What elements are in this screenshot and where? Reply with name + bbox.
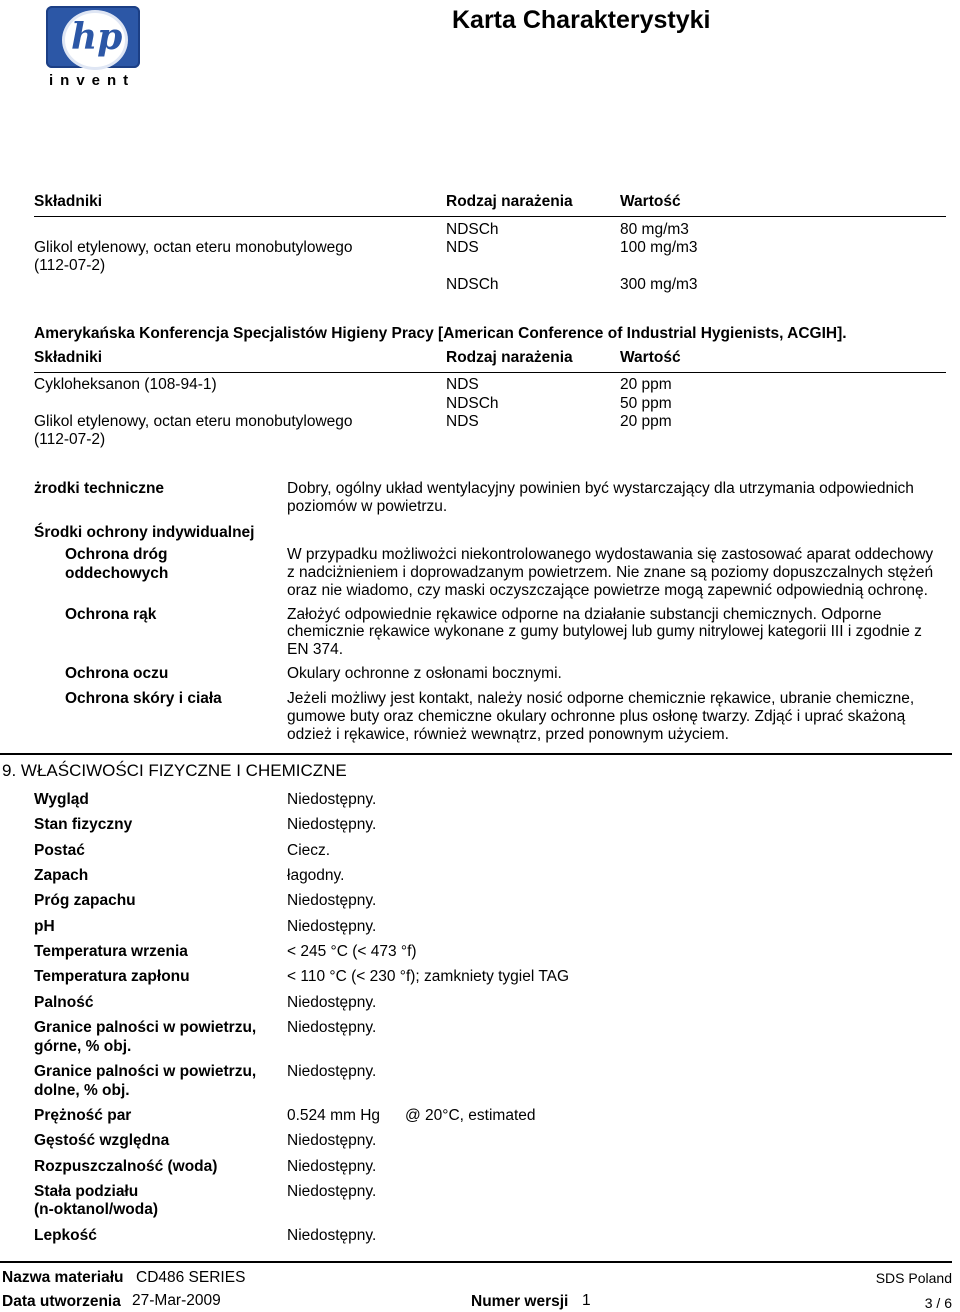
property-label: Stała podziału (34, 1183, 139, 1200)
skin-protection-text: Jeżeli możliwy jest kontakt, należy nosić odporne chemicznie rękawice, ubranie chemiczne, (287, 690, 915, 707)
section9-heading: 9. WŁAŚCIWOŚCI FIZYCZNE I CHEMICZNE (2, 761, 347, 780)
property-label: Zapach (34, 867, 89, 884)
table1-row-type: NDSCh (446, 221, 499, 238)
table1-row-type: NDSCh (446, 276, 499, 293)
footer-material-label: Nazwa materiału (2, 1269, 124, 1286)
property-label: Wygląd (34, 791, 89, 808)
hand-protection-text: Założyć odpowiednie rękawice odporne na działanie substancji chemicznych. Odporne (287, 606, 882, 623)
ppe-label: Środki ochrony indywidualnej (34, 524, 255, 541)
property-label: Granice palności w powietrzu, (34, 1063, 257, 1080)
property-value: Ciecz. (287, 842, 331, 859)
footer-created-value: 27-Mar-2009 (132, 1292, 221, 1309)
property-value: Niedostępny. (287, 892, 377, 909)
acgih-row-value: 50 ppm (620, 395, 672, 412)
property-label: pH (34, 918, 55, 935)
footer-rule (0, 1261, 952, 1263)
engineering-controls-text: Dobry, ogólny układ wentylacyjny powinien być wystarczający dla utrzymania odpowiednich (287, 480, 914, 497)
property-label: Palność (34, 994, 94, 1011)
hp-logo-tagline: invent (49, 72, 136, 89)
acgih-heading: Amerykańska Konferencja Specjalistów Higieny Pracy [American Conference of Industrial Hygienists, ACGIH]. (34, 325, 847, 342)
property-label: Lepkość (34, 1227, 97, 1244)
respiratory-protection-text: W przypadku możliwożci niekontrolowanego wydostawania się zastosować aparat oddechowy (287, 546, 934, 563)
footer-material-value: CD486 SERIES (136, 1269, 246, 1286)
acgih-row-type: NDSCh (446, 395, 499, 412)
table1-row-value: 80 mg/m3 (620, 221, 689, 238)
property-value: < 110 °C (< 230 °f); zamkniety tygiel TAG (287, 968, 570, 985)
property-value: Niedostępny. (287, 1158, 377, 1175)
property-value: Niedostępny. (287, 994, 377, 1011)
skin-protection-text: gumowe buty oraz chemiczne okulary ochronne plus osłonę twarzy. Zdjąć i uprać skażoną (287, 708, 906, 725)
property-value: < 245 °C (< 473 °f) (287, 943, 417, 960)
footer-version-value: 1 (582, 1292, 591, 1309)
acgih-row-value: 20 ppm (620, 376, 672, 393)
property-label: Prężność par (34, 1107, 132, 1124)
table1-header-value: Wartość (620, 193, 681, 210)
hand-protection-text: chemicznie rękawice wykonane z gumy butylowej lub gumy nitrylowej kategorii III i zgodnie z (287, 623, 922, 640)
property-label: Postać (34, 842, 85, 859)
skin-protection-label: Ochrona skóry i ciała (65, 690, 222, 707)
section9-rule (0, 753, 952, 755)
acgih-row-component: Cykloheksanon (108-94-1) (34, 376, 217, 393)
property-label: dolne, % obj. (34, 1082, 130, 1099)
table1-row-value: 100 mg/m3 (620, 239, 698, 256)
engineering-controls-text: poziomów w powietrzu. (287, 498, 448, 515)
hand-protection-label: Ochrona rąk (65, 606, 157, 623)
property-label: (n-oktanol/woda) (34, 1201, 158, 1218)
skin-protection-text: odzież i rękawice, również wewnątrz, przed ponownym użyciem. (287, 726, 729, 743)
eye-protection-label: Ochrona oczu (65, 665, 169, 682)
table1-row-component-cas: (112-07-2) (34, 257, 106, 274)
property-label: Stan fizyczny (34, 816, 133, 833)
document-title: Karta Charakterystyki (452, 6, 711, 34)
property-label: Granice palności w powietrzu, (34, 1019, 257, 1036)
table1-row-type: NDS (446, 239, 479, 256)
respiratory-protection-text: z nadciżnieniem i doprowadzanym powietrzem. Nie znane są poziomy dopuszczalnych stężeń (287, 564, 934, 581)
property-value: Niedostępny. (287, 1019, 377, 1036)
hp-logo-text: hp (71, 16, 123, 58)
engineering-controls-label: żrodki techniczne (34, 480, 165, 497)
respiratory-protection-label: oddechowych (65, 565, 169, 582)
footer-created-label: Data utworzenia (2, 1293, 121, 1310)
acgih-header-value: Wartość (620, 349, 681, 366)
hand-protection-text: EN 374. (287, 641, 344, 658)
footer-version-label: Numer wersji (471, 1293, 569, 1310)
property-value: łagodny. (287, 867, 345, 884)
table1-row-value: 300 mg/m3 (620, 276, 698, 293)
table1-header-type: Rodzaj narażenia (446, 193, 573, 210)
acgih-header-rule (34, 372, 946, 373)
property-value: Niedostępny. (287, 1227, 377, 1244)
footer-region: SDS Poland (875, 1270, 952, 1286)
acgih-row-type: NDS (446, 376, 479, 393)
property-value: Niedostępny. (287, 816, 377, 833)
acgih-header-type: Rodzaj narażenia (446, 349, 573, 366)
property-value: Niedostępny. (287, 1183, 377, 1200)
respiratory-protection-text: oraz nie wiadomo, czy maski oczyszczające powietrze mogą zapewnić odpowiednią ochronę. (287, 582, 928, 599)
property-value: Niedostępny. (287, 918, 377, 935)
property-note: @ 20°C, estimated (405, 1107, 536, 1124)
property-label: Gęstość względna (34, 1132, 170, 1149)
acgih-row-value: 20 ppm (620, 413, 672, 430)
property-label: Rozpuszczalność (woda) (34, 1158, 218, 1175)
property-value: Niedostępny. (287, 1132, 377, 1149)
property-value: Niedostępny. (287, 791, 377, 808)
property-label: Temperatura wrzenia (34, 943, 188, 960)
acgih-row-type: NDS (446, 413, 479, 430)
footer-page-number: 3 / 6 (924, 1295, 952, 1311)
table1-row-component: Glikol etylenowy, octan eteru monobutylowego (34, 239, 353, 256)
property-label: górne, % obj. (34, 1038, 132, 1055)
property-label: Próg zapachu (34, 892, 136, 909)
respiratory-protection-label: Ochrona dróg (65, 546, 168, 563)
property-value: 0.524 mm Hg (287, 1107, 381, 1124)
table1-header-component: Składniki (34, 193, 103, 210)
acgih-header-component: Składniki (34, 349, 103, 366)
property-label: Temperatura zapłonu (34, 968, 190, 985)
acgih-row-component-cas: (112-07-2) (34, 431, 106, 448)
property-value: Niedostępny. (287, 1063, 377, 1080)
table1-header-rule (34, 216, 946, 217)
acgih-row-component: Glikol etylenowy, octan eteru monobutylowego (34, 413, 353, 430)
eye-protection-text: Okulary ochronne z osłonami bocznymi. (287, 665, 562, 682)
